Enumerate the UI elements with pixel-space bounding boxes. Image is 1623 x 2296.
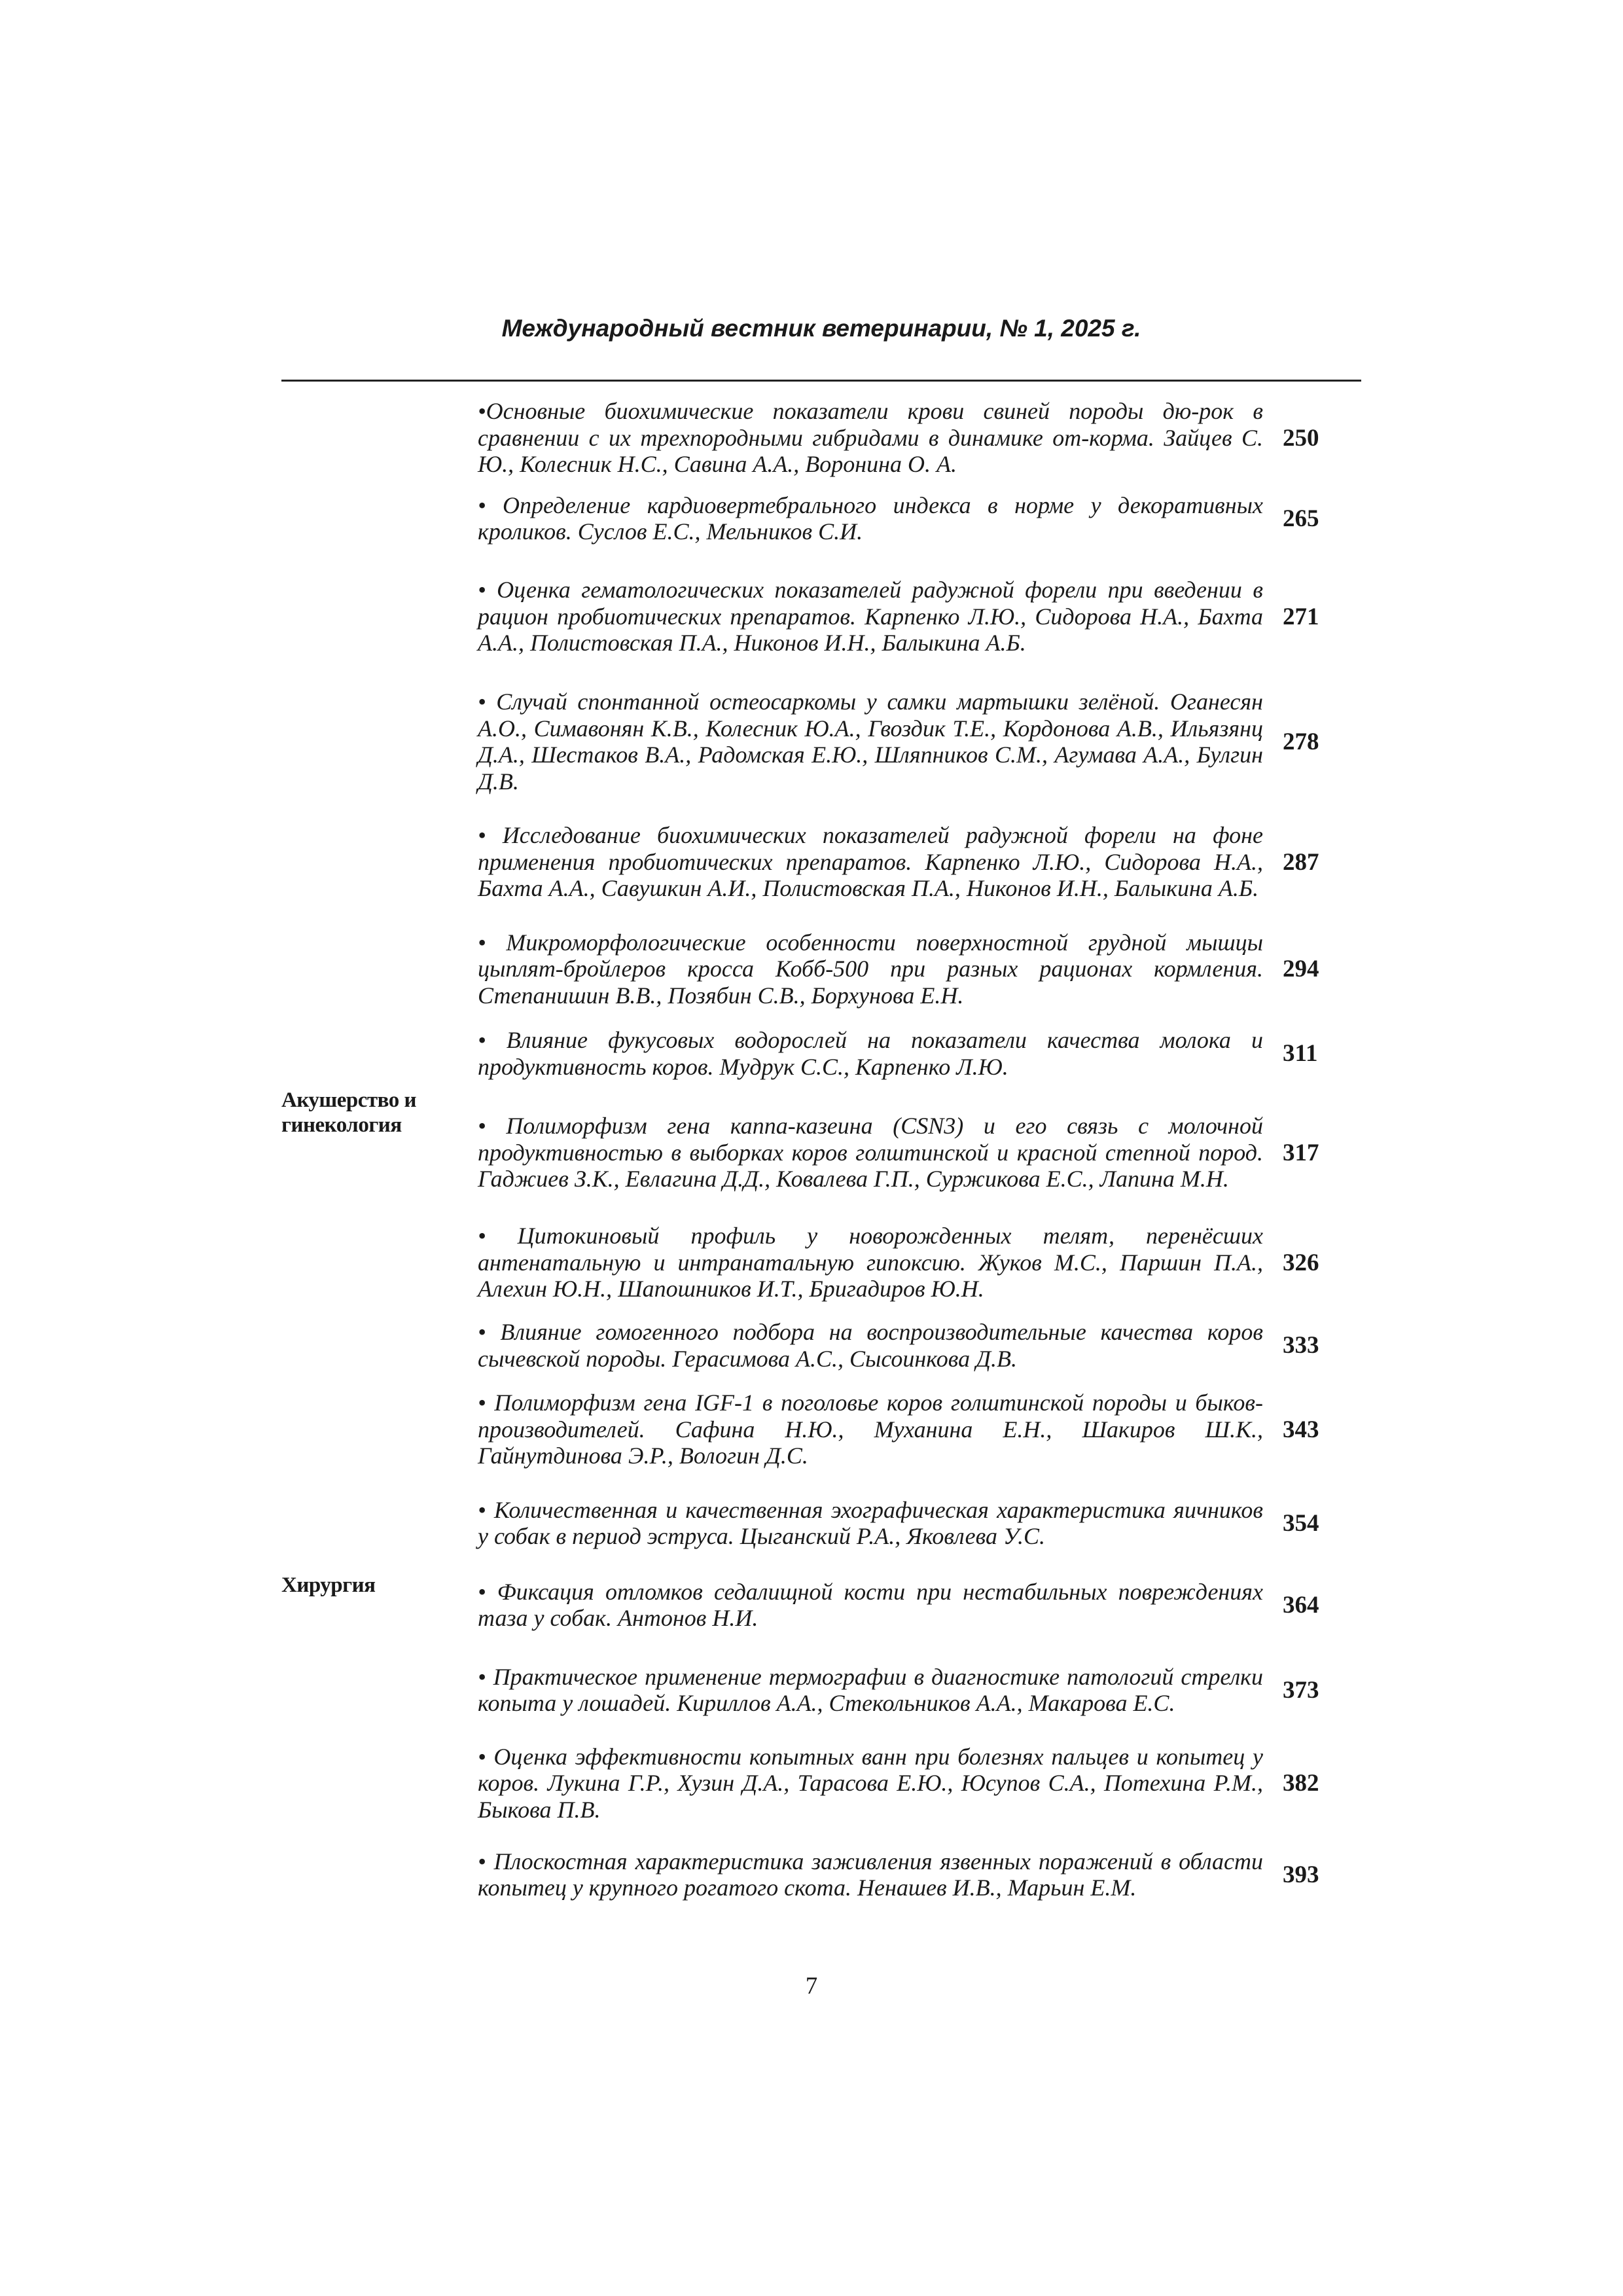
entry-title: • Плоскостная характеристика заживления язвенных поражений в области копытец у крупного рогатого скота. Ненашев И.В., Марьин Е.М.: [478, 1848, 1263, 1901]
entry-title: • Оценка гематологических показателей радужной форели при введении в рацион пробиотических препаратов. Карпенко Л.Ю., Сидорова Н.А., Бахта А.А., Полистовская П.А., Никонов И.Н., Балыкина А.Б.: [478, 577, 1263, 656]
journal-header: Международный вестник ветеринарии, № 1, 2025 г.: [501, 315, 1141, 342]
section-surgery: [281, 1573, 458, 1598]
entry-page: 343: [1283, 1416, 1319, 1443]
toc-entry[interactable]: [478, 1310, 1329, 1380]
section-label-line: Хирургия: [281, 1573, 376, 1597]
entry-page: 294: [1283, 956, 1319, 982]
toc-entry[interactable]: [478, 681, 1329, 802]
page-number: 7: [805, 1973, 818, 2000]
entry-title: • Количественная и качественная эхографическая характеристика яичников у собак в период эструса. Цыганский Р.А., Яковлева У.С.: [478, 1496, 1263, 1549]
toc-entry[interactable]: [478, 1479, 1329, 1568]
toc-entry[interactable]: [478, 484, 1329, 552]
entry-page: 364: [1283, 1591, 1319, 1619]
entry-title: • Цитокиновый профиль у новорожденных телят, перенёсших антенатальную и интранатальную гипоксию. Жуков М.С., Паршин П.А., Алехин Ю.Н., Шапошников И.Т., Бригадиров Ю.Н.: [478, 1223, 1263, 1302]
entry-title: • Оценка эффективности копытных ванн при болезнях пальцев и копытец у коров. Лукина Г.Р., Хузин Д.А., Тарасова Е.Ю., Юсупов С.А., Потехина Р.М., Быкова П.В.: [478, 1743, 1263, 1823]
toc-entry[interactable]: [478, 1016, 1329, 1090]
toc-entry[interactable]: [478, 1090, 1329, 1215]
entry-title: • Влияние гомогенного подбора на воспроизводительные качества коров сычевской породы. Герасимова А.С., Сысоинкова Д.В.: [478, 1319, 1263, 1372]
entry-page: 271: [1283, 603, 1319, 630]
entry-title: • Исследование биохимических показателей радужной форели на фоне применения пробиотических препаратов. Карпенко Л.Ю., Сидорова Н.А., Бахта А.А., Савушкин А.И., Полистовская П.А., Никонов И.Н., Балыкина А.Б.: [478, 822, 1263, 902]
entry-title: • Практическое применение термографии в диагностике патологий стрелки копыта у лошадей. Кириллов А.А., Стекольников А.А., Макарова Е.С.: [478, 1663, 1263, 1716]
toc-entry[interactable]: [478, 1829, 1329, 1920]
toc-entry[interactable]: [478, 1738, 1329, 1829]
entry-page: 354: [1283, 1509, 1319, 1537]
entry-title: • Случай спонтанной остеосаркомы у самки мартышки зелёной. Оганесян А.О., Симавонян К.В., Колесник Ю.А., Гвоздик Т.Е., Кордонова А.В., Ильязянц Д.А., Шестаков В.А., Радомская Е.Ю., Шляпников С.М., Агумава А.А., Булгин Д.В.: [478, 689, 1263, 795]
entry-page: 265: [1283, 505, 1319, 532]
toc-entry[interactable]: [478, 1215, 1329, 1310]
entry-page: 311: [1283, 1040, 1318, 1067]
entry-page: 393: [1283, 1861, 1319, 1888]
entry-page: 382: [1283, 1770, 1319, 1797]
toc-entry[interactable]: [478, 1380, 1329, 1479]
entry-page: 278: [1283, 728, 1319, 755]
entry-page: 373: [1283, 1676, 1319, 1704]
entry-title: •Основные биохимические показатели крови свиней породы дю-рок в сравнении с их трехпородными гибридами в динамике от-корма. Зайцев С. Ю., Колесник Н.С., Савина А.А., Воронина О. А.: [478, 398, 1263, 478]
entry-title: • Микроморфологические особенности поверхностной грудной мышцы цыплят-бройлеров кросса Кобб-500 при разных рационах кормления. Степанишин В.В., Позябин С.В., Борхунова Е.Н.: [478, 929, 1263, 1009]
toc-entry[interactable]: [478, 1642, 1329, 1738]
toc-entry[interactable]: [478, 922, 1329, 1016]
toc-entry[interactable]: [478, 391, 1329, 484]
entry-page: 333: [1283, 1332, 1319, 1359]
header-rule: [281, 380, 1361, 382]
entry-title: • Полиморфизм гена каппа-казеина (CSN3) и его связь с молочной продуктивностью в выборках коров голштинской и красной степной пород. Гаджиев З.К., Евлагина Д.Д., Ковалева Г.П., Суржикова Е.С., Лапина М.Н.: [478, 1113, 1263, 1193]
entry-title: • Полиморфизм гена IGF-1 в поголовье коров голштинской породы и быков-производителей. Сафина Н.Ю., Муханина Е.Н., Шакиров Ш.К., Гайнутдинова Э.Р., Вологин Д.С.: [478, 1390, 1263, 1469]
section-label-line: гинекология: [281, 1113, 402, 1137]
entry-title: • Определение кардиовертебрального индекса в норме у декоративных кроликов. Суслов Е.С., Мельников С.И.: [478, 492, 1263, 545]
section-obstetrics-gynecology: [281, 1088, 458, 1138]
entry-page: 317: [1283, 1139, 1319, 1166]
section-label-line: Акушерство и: [281, 1088, 416, 1112]
entry-title: • Фиксация отломков седалищной кости при нестабильных повреждениях таза у собак. Антонов Н.И.: [478, 1578, 1263, 1631]
toc-entry[interactable]: [478, 802, 1329, 922]
toc-entry[interactable]: [478, 1568, 1329, 1642]
entry-title: • Влияние фукусовых водорослей на показатели качества молока и продуктивность коров. Мудрук С.С., Карпенко Л.Ю.: [478, 1027, 1263, 1080]
toc-entries: [478, 391, 1329, 1920]
toc-entry[interactable]: [478, 552, 1329, 681]
entry-page: 250: [1283, 424, 1319, 452]
entry-page: 326: [1283, 1249, 1319, 1276]
entry-page: 287: [1283, 848, 1319, 876]
